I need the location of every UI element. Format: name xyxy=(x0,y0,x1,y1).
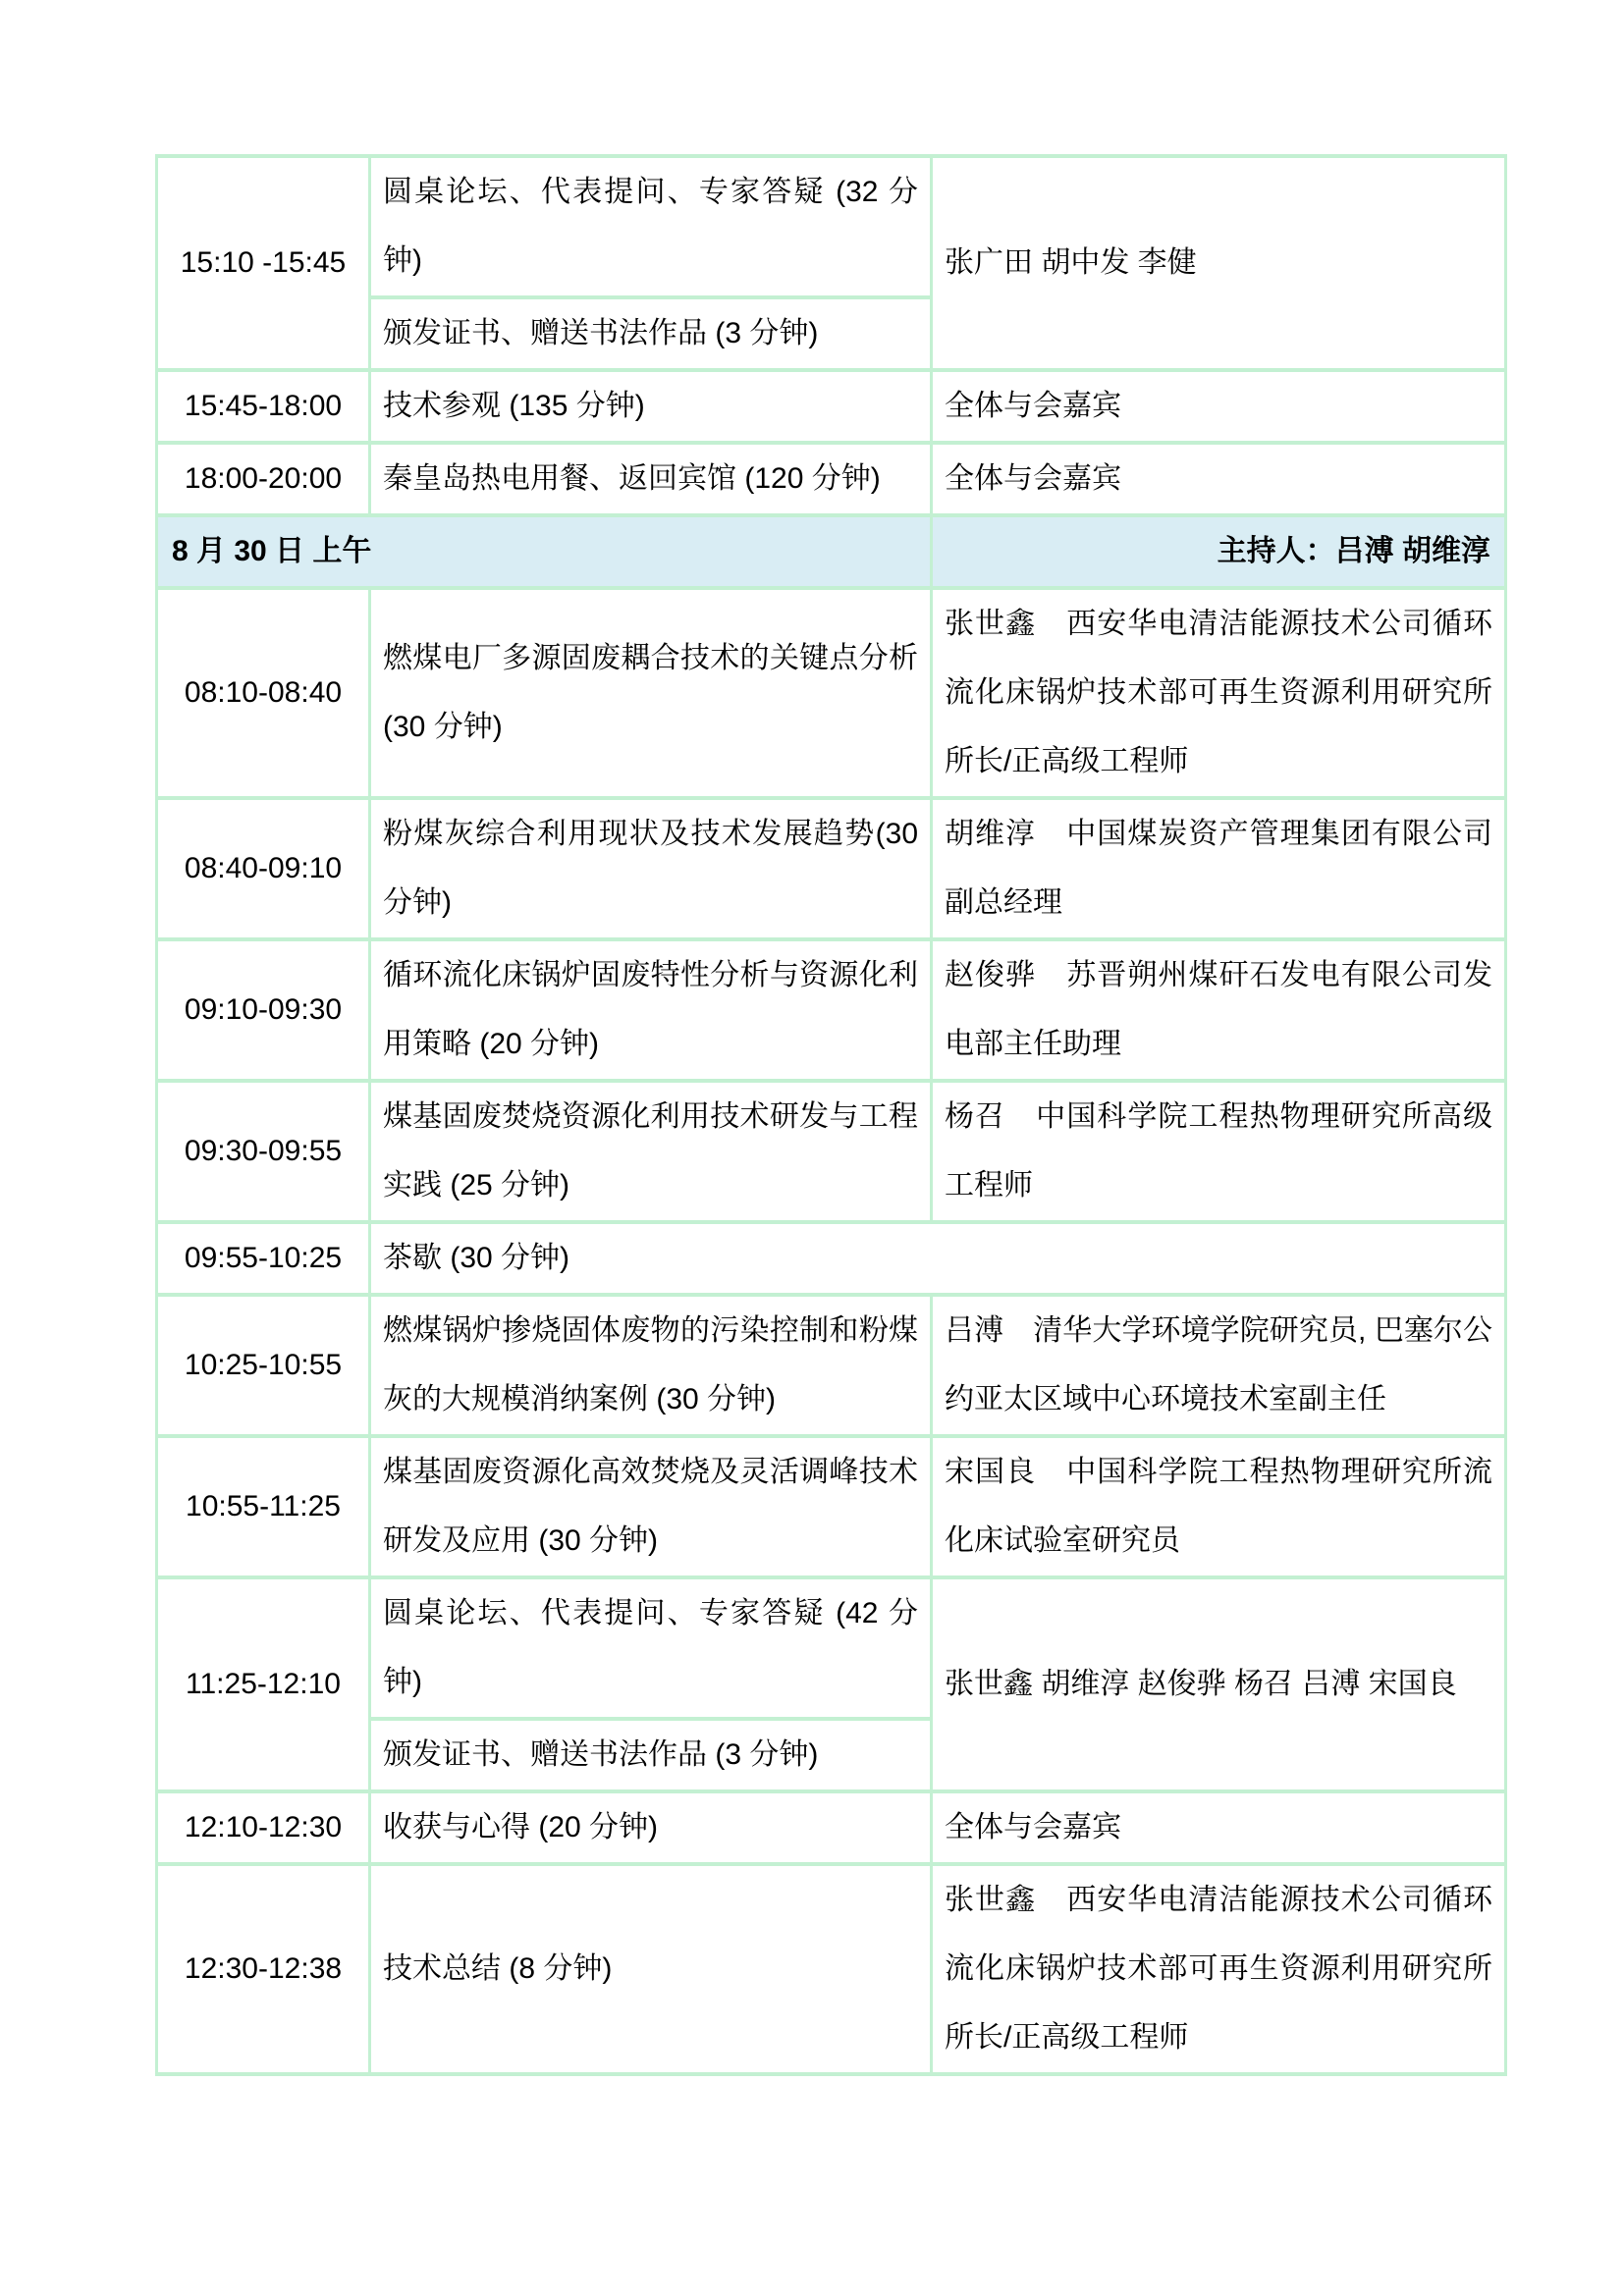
session-cell: 燃煤锅炉掺烧固体废物的污染控制和粉煤灰的大规模消纳案例 (30 分钟) xyxy=(370,1295,932,1436)
session-cell: 燃煤电厂多源固废耦合技术的关键点分析 (30 分钟) xyxy=(370,588,932,798)
section-date-label: 8 月 30 日 上午 xyxy=(157,515,932,588)
time-cell: 11:25-12:10 xyxy=(157,1577,370,1791)
session-cell: 圆桌论坛、代表提问、专家答疑 (42 分钟) xyxy=(370,1577,932,1719)
table-row xyxy=(157,1577,1506,1719)
time-cell: 10:25-10:55 xyxy=(157,1295,370,1436)
session-cell: 循环流化床锅炉固废特性分析与资源化利用策略 (20 分钟) xyxy=(370,939,932,1081)
speaker-cell: 吕溥 清华大学环境学院研究员, 巴塞尔公约亚太区域中心环境技术室副主任 xyxy=(932,1295,1506,1436)
time-cell: 12:30-12:38 xyxy=(157,1864,370,2074)
table-row xyxy=(157,443,1506,515)
speaker-cell: 赵俊骅 苏晋朔州煤矸石发电有限公司发电部主任助理 xyxy=(932,939,1506,1081)
table-row xyxy=(157,1791,1506,1864)
time-cell: 09:55-10:25 xyxy=(157,1222,370,1295)
session-cell: 煤基固废资源化高效焚烧及灵活调峰技术研发及应用 (30 分钟) xyxy=(370,1436,932,1577)
schedule-table xyxy=(155,154,1507,2076)
table-row xyxy=(157,1295,1506,1436)
speaker-cell: 全体与会嘉宾 xyxy=(932,370,1506,443)
session-cell: 圆桌论坛、代表提问、专家答疑 (32 分钟) xyxy=(370,156,932,297)
session-cell: 颁发证书、赠送书法作品 (3 分钟) xyxy=(370,297,932,370)
session-cell: 粉煤灰综合利用现状及技术发展趋势(30 分钟) xyxy=(370,798,932,939)
speaker-cell: 张世鑫 西安华电清洁能源技术公司循环流化床锅炉技术部可再生资源利用研究所所长/正高级工程师 xyxy=(932,1864,1506,2074)
session-cell: 收获与心得 (20 分钟) xyxy=(370,1791,932,1864)
table-row-tea-break xyxy=(157,1222,1506,1295)
table-row xyxy=(157,1864,1506,2074)
time-cell: 18:00-20:00 xyxy=(157,443,370,515)
time-cell: 09:10-09:30 xyxy=(157,939,370,1081)
speaker-cell: 张广田 胡中发 李健 xyxy=(932,156,1506,370)
speaker-cell: 宋国良 中国科学院工程热物理研究所流化床试验室研究员 xyxy=(932,1436,1506,1577)
table-row xyxy=(157,1081,1506,1222)
session-cell: 技术总结 (8 分钟) xyxy=(370,1864,932,2074)
table-row xyxy=(157,156,1506,297)
session-cell: 秦皇岛热电用餐、返回宾馆 (120 分钟) xyxy=(370,443,932,515)
time-cell: 15:45-18:00 xyxy=(157,370,370,443)
table-row xyxy=(157,939,1506,1081)
time-cell: 15:10 -15:45 xyxy=(157,156,370,370)
time-cell: 08:10-08:40 xyxy=(157,588,370,798)
time-cell: 10:55-11:25 xyxy=(157,1436,370,1577)
table-row xyxy=(157,798,1506,939)
table-row xyxy=(157,588,1506,798)
table-row xyxy=(157,370,1506,443)
session-cell: 技术参观 (135 分钟) xyxy=(370,370,932,443)
speaker-cell: 杨召 中国科学院工程热物理研究所高级工程师 xyxy=(932,1081,1506,1222)
section-host-label: 主持人：吕溥 胡维淳 xyxy=(932,515,1506,588)
session-cell: 茶歇 (30 分钟) xyxy=(370,1222,1506,1295)
section-header-row xyxy=(157,515,1506,588)
speaker-cell: 全体与会嘉宾 xyxy=(932,443,1506,515)
session-cell: 颁发证书、赠送书法作品 (3 分钟) xyxy=(370,1719,932,1791)
time-cell: 09:30-09:55 xyxy=(157,1081,370,1222)
speaker-cell: 全体与会嘉宾 xyxy=(932,1791,1506,1864)
speaker-cell: 张世鑫 胡维淳 赵俊骅 杨召 吕溥 宋国良 xyxy=(932,1577,1506,1791)
time-cell: 12:10-12:30 xyxy=(157,1791,370,1864)
session-cell: 煤基固废焚烧资源化利用技术研发与工程实践 (25 分钟) xyxy=(370,1081,932,1222)
speaker-cell: 胡维淳 中国煤炭资产管理集团有限公司副总经理 xyxy=(932,798,1506,939)
speaker-cell: 张世鑫 西安华电清洁能源技术公司循环流化床锅炉技术部可再生资源利用研究所所长/正高级工程师 xyxy=(932,588,1506,798)
time-cell: 08:40-09:10 xyxy=(157,798,370,939)
table-row xyxy=(157,1436,1506,1577)
